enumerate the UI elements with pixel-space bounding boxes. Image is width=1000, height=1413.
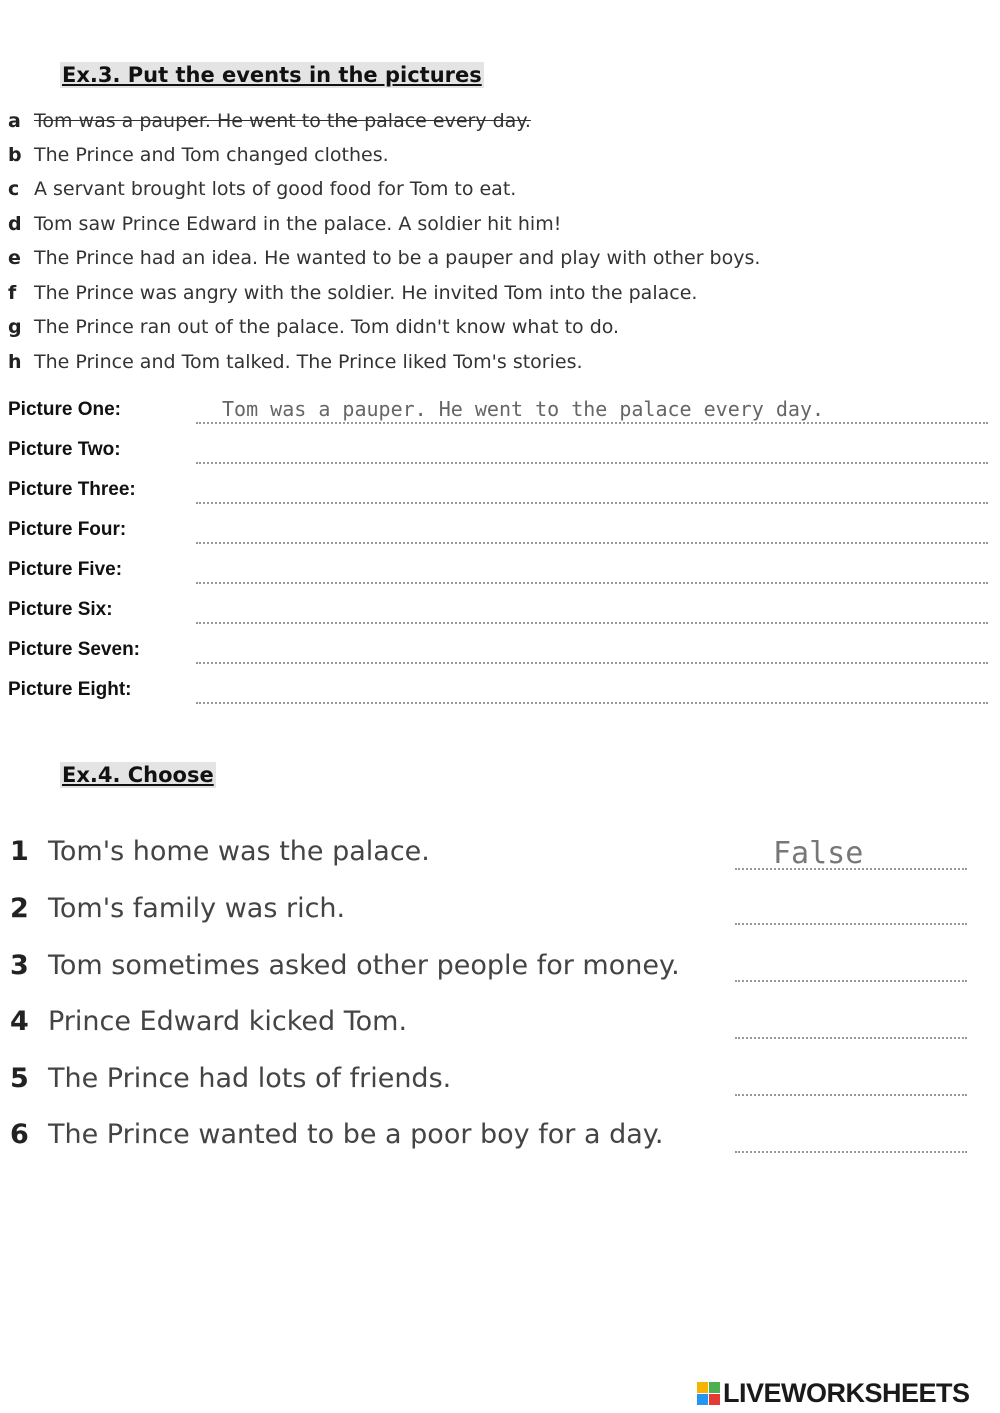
picture-label: Picture Eight: — [8, 679, 132, 700]
picture-label: Picture Four: — [8, 519, 127, 540]
event-text: Tom was a pauper. He went to the palace every day. — [34, 110, 531, 132]
picture-answer-line[interactable] — [196, 676, 988, 704]
liveworksheets-logo — [697, 1378, 970, 1409]
logo-icon — [697, 1382, 720, 1405]
picture-answer-input[interactable] — [196, 476, 1000, 502]
answer-input[interactable] — [735, 950, 1000, 980]
picture-answer-input[interactable] — [196, 436, 1000, 462]
statement-number: 1 — [10, 836, 29, 867]
event-item — [8, 177, 516, 201]
picture-label: Picture Six: — [8, 599, 113, 620]
picture-label: Picture Two: — [8, 439, 121, 460]
event-text: The Prince ran out of the palace. Tom didn't know what to do. — [34, 316, 620, 338]
event-text: The Prince had an idea. He wanted to be a pauper and play with other boys. — [34, 247, 761, 269]
logo-square-icon — [709, 1394, 720, 1405]
answer-line[interactable] — [735, 893, 967, 925]
picture-answer-line[interactable] — [196, 636, 988, 664]
statement-text: The Prince wanted to be a poor boy for a day. — [48, 1119, 664, 1150]
event-letter: b — [8, 144, 22, 166]
event-letter: d — [8, 213, 22, 235]
logo-square-icon — [709, 1382, 720, 1393]
picture-answer-line[interactable] — [196, 556, 988, 584]
picture-answer-input[interactable] — [196, 396, 1000, 422]
event-letter: a — [8, 110, 21, 132]
statement-item — [10, 1118, 663, 1152]
event-text: The Prince was angry with the soldier. He invited Tom into the palace. — [34, 282, 698, 304]
answer-line[interactable] — [735, 838, 967, 870]
picture-answer-input[interactable] — [196, 676, 1000, 702]
statement-item — [10, 835, 430, 869]
answer-line[interactable] — [735, 1007, 967, 1039]
statement-item — [10, 892, 345, 926]
picture-answer-line[interactable] — [196, 436, 988, 464]
event-item — [8, 143, 389, 167]
answer-input[interactable] — [735, 838, 1000, 868]
statement-number: 5 — [10, 1063, 29, 1094]
event-letter: h — [8, 351, 22, 373]
event-item — [8, 350, 583, 374]
event-text: The Prince and Tom changed clothes. — [34, 144, 389, 166]
brand-name: LIVEWORKSHEETS — [723, 1378, 970, 1408]
answer-input[interactable] — [735, 893, 1000, 923]
statement-text: Tom's family was rich. — [48, 893, 346, 924]
picture-answer-line[interactable] — [196, 516, 988, 544]
statement-text: Prince Edward kicked Tom. — [48, 1006, 408, 1037]
picture-label: Picture One: — [8, 399, 121, 420]
picture-label: Picture Seven: — [8, 639, 140, 660]
event-item — [8, 246, 760, 270]
answer-input[interactable] — [735, 1064, 1000, 1094]
picture-answer-input[interactable] — [196, 596, 1000, 622]
event-letter: e — [8, 247, 21, 269]
statement-number: 2 — [10, 893, 29, 924]
logo-square-icon — [697, 1394, 708, 1405]
statement-item — [10, 949, 680, 983]
statement-number: 6 — [10, 1119, 29, 1150]
event-text: The Prince and Tom talked. The Prince liked Tom's stories. — [34, 351, 583, 373]
statement-text: Tom's home was the palace. — [48, 836, 430, 867]
event-item — [8, 281, 697, 305]
picture-answer-input[interactable] — [196, 636, 1000, 662]
answer-line[interactable] — [735, 1121, 967, 1153]
picture-label: Picture Three: — [8, 479, 136, 500]
event-text: Tom saw Prince Edward in the palace. A soldier hit him! — [34, 213, 562, 235]
ex3-title: Ex.3. Put the events in the pictures — [62, 63, 482, 87]
answer-line[interactable] — [735, 1064, 967, 1096]
event-item — [8, 109, 531, 133]
picture-answer-line[interactable] — [196, 396, 988, 424]
picture-answer-input[interactable] — [196, 516, 1000, 542]
picture-answer-input[interactable] — [196, 556, 1000, 582]
logo-square-icon — [697, 1382, 708, 1393]
event-letter: f — [8, 282, 17, 304]
ex4-title: Ex.4. Choose — [62, 763, 214, 787]
picture-answer-line[interactable] — [196, 596, 988, 624]
event-letter: g — [8, 316, 22, 338]
answer-input[interactable] — [735, 1121, 1000, 1151]
picture-label: Picture Five: — [8, 559, 123, 580]
event-letter: c — [8, 178, 20, 200]
statement-item — [10, 1005, 407, 1039]
statement-number: 4 — [10, 1006, 29, 1037]
event-item — [8, 315, 619, 339]
answer-line[interactable] — [735, 950, 967, 982]
statement-text: The Prince had lots of friends. — [48, 1063, 452, 1094]
statement-text: Tom sometimes asked other people for money. — [48, 950, 680, 981]
statement-item — [10, 1062, 451, 1096]
event-text: A servant brought lots of good food for Tom to eat. — [34, 178, 517, 200]
statement-number: 3 — [10, 950, 29, 981]
answer-input[interactable] — [735, 1007, 1000, 1037]
picture-answer-line[interactable] — [196, 476, 988, 504]
event-item — [8, 212, 561, 236]
